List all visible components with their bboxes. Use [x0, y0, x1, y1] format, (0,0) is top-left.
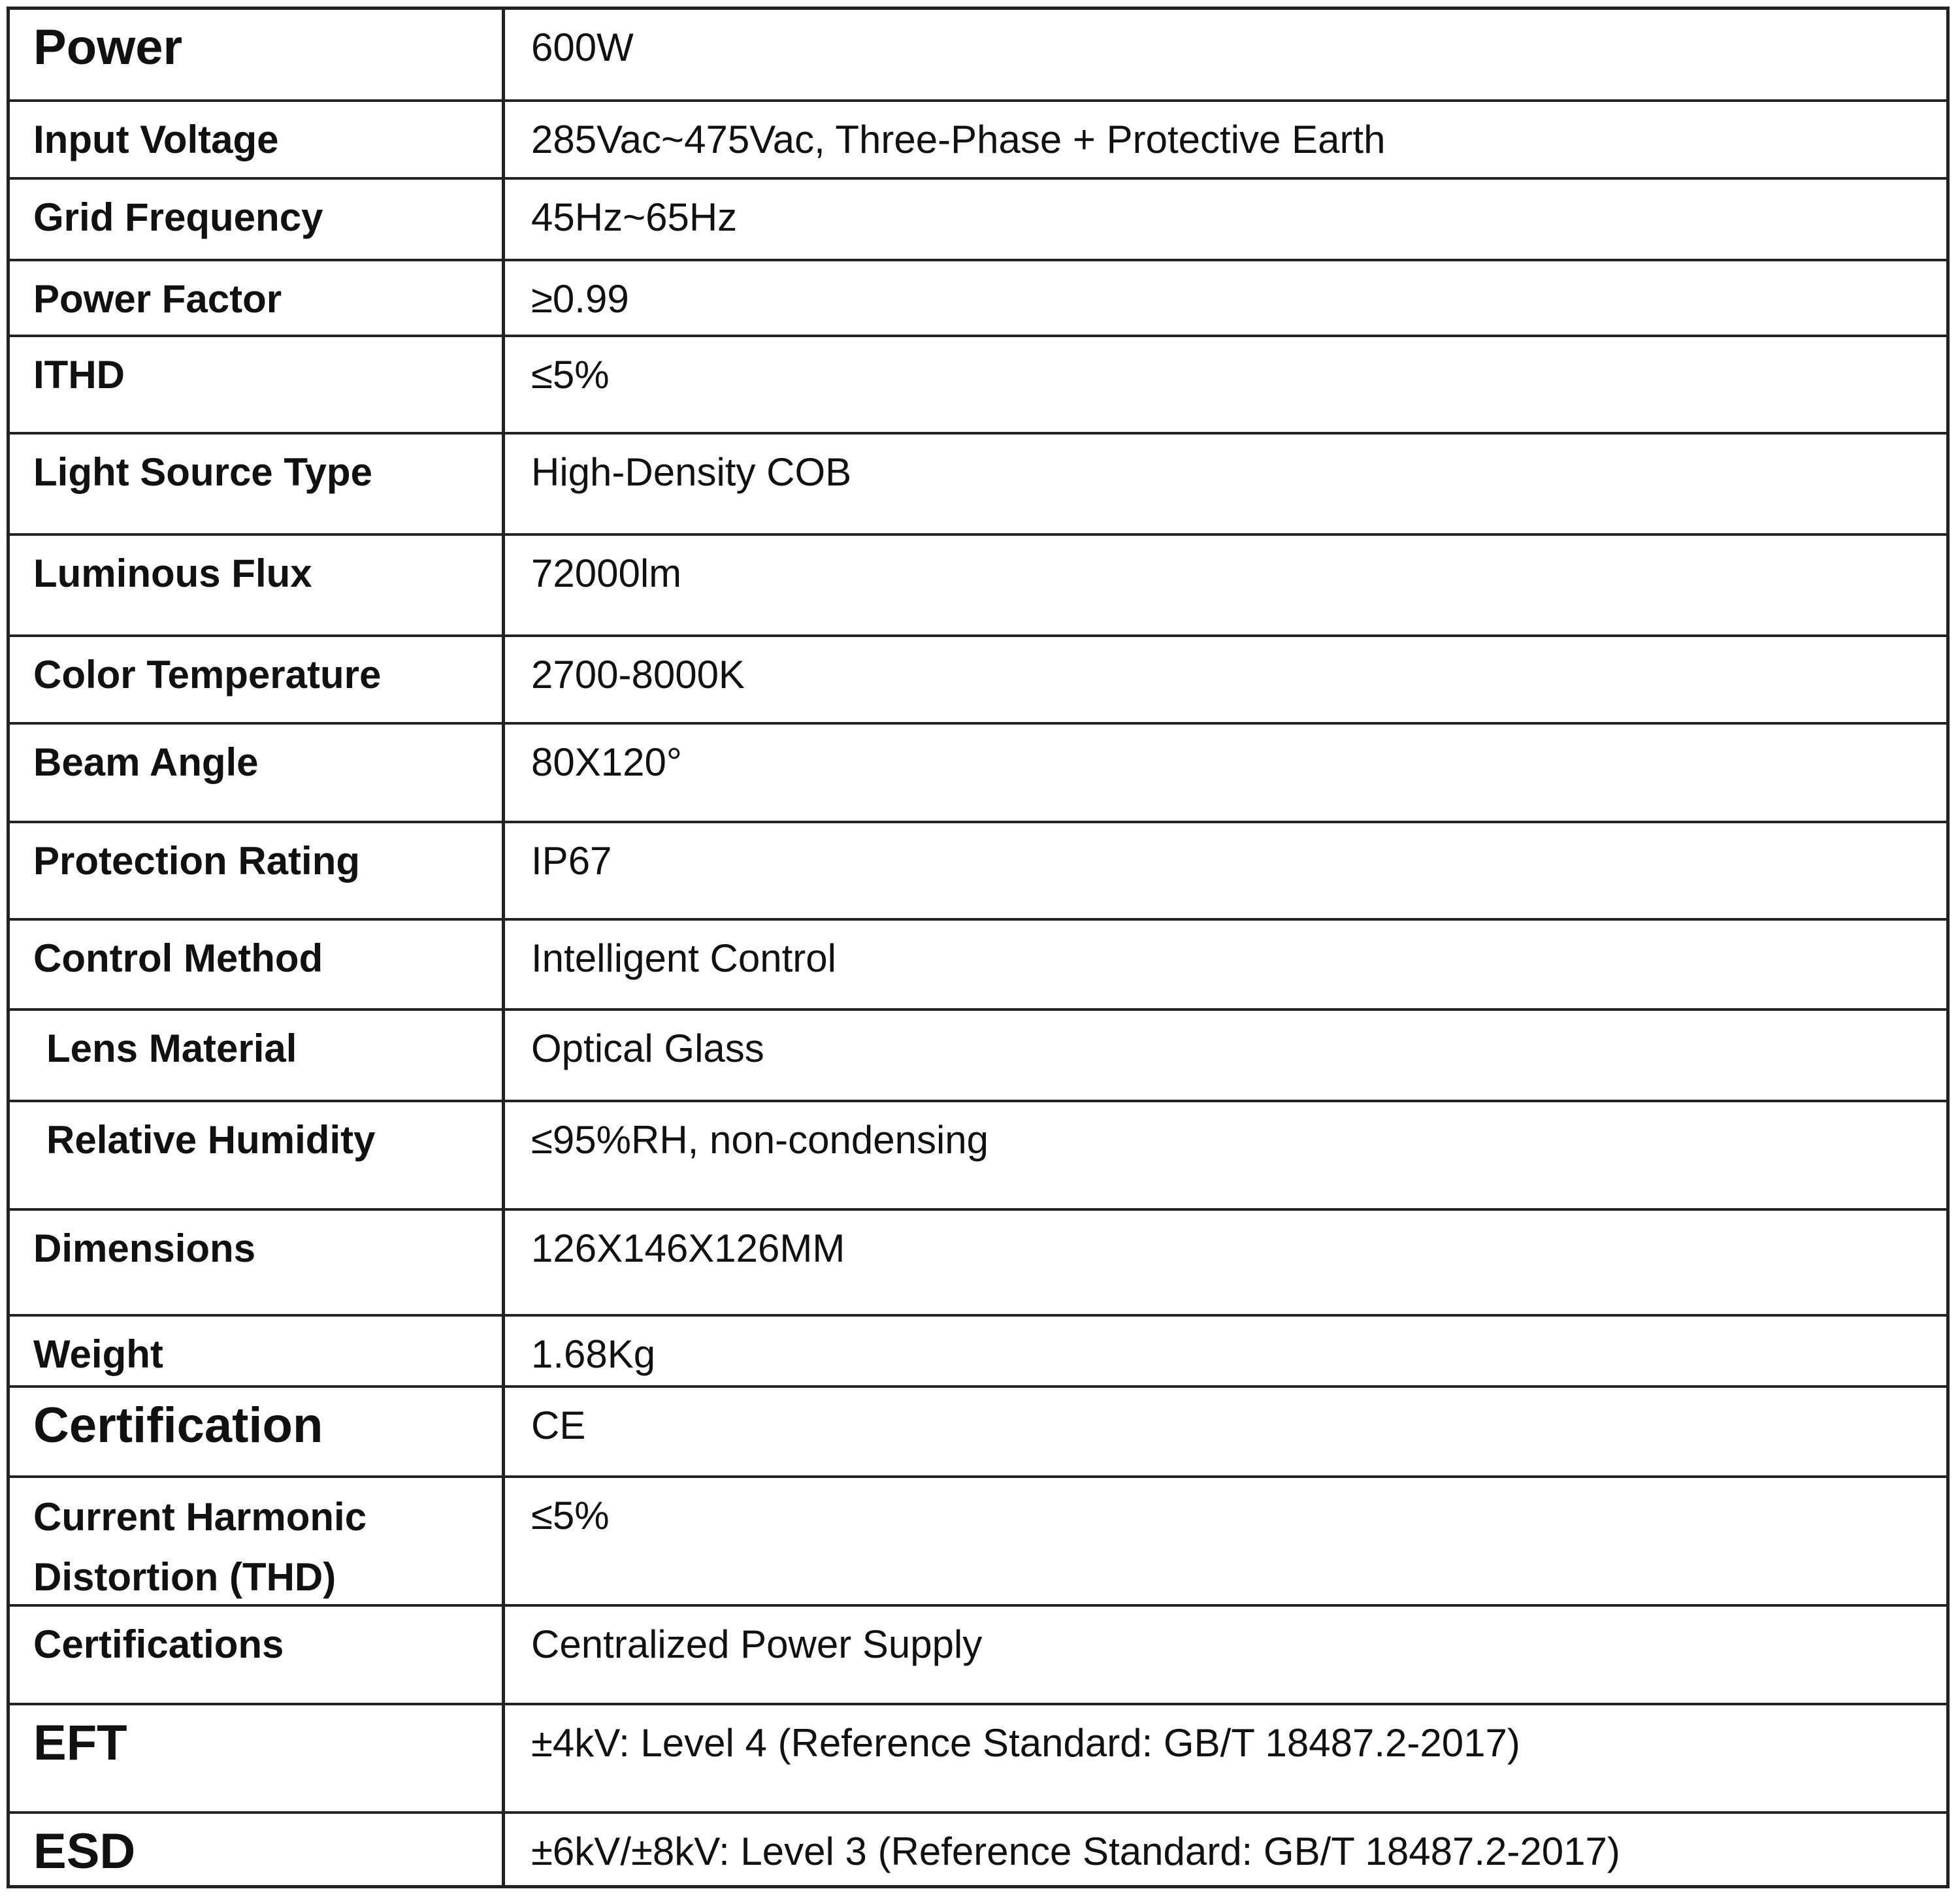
table-row	[10, 435, 1946, 536]
row-label: Light Source Type	[10, 435, 505, 533]
table-row	[10, 1211, 1946, 1317]
row-value: IP67	[531, 839, 612, 883]
row-label: Weight	[10, 1317, 505, 1385]
row-value: ±6kV/±8kV: Level 3 (Reference Standard: GB/T 18487.2-2017)	[531, 1830, 1620, 1873]
row-label: Dimensions	[10, 1211, 505, 1314]
row-value: ≤5%	[531, 1494, 610, 1537]
row-label: Certifications	[10, 1607, 505, 1703]
row-label: Color Temperature	[10, 637, 505, 722]
row-value: 45Hz~65Hz	[531, 195, 738, 239]
table-row	[10, 1011, 1946, 1102]
row-label: Power	[10, 10, 505, 99]
row-value: 600W	[531, 25, 634, 69]
row-label: ITHD	[10, 337, 505, 432]
row-label: EFT	[10, 1705, 505, 1811]
table-row	[10, 1814, 1946, 1885]
row-value: ±4kV: Level 4 (Reference Standard: GB/T 18487.2-2017)	[531, 1721, 1520, 1765]
row-value: CE	[531, 1403, 586, 1447]
row-value: High-Density COB	[531, 450, 852, 494]
row-label: Beam Angle	[10, 725, 505, 821]
row-value: ≤95%RH, non-condensing	[531, 1118, 989, 1162]
spec-table	[7, 7, 1950, 1888]
row-label: Current Harmonic Distortion (THD)	[10, 1478, 505, 1604]
table-row	[10, 1388, 1946, 1478]
row-value: 285Vac~475Vac, Three-Phase + Protective Earth	[531, 118, 1386, 161]
row-value: 2700-8000K	[531, 653, 745, 697]
table-row	[10, 102, 1946, 180]
row-value: 126X146X126MM	[531, 1226, 845, 1270]
table-row	[10, 1705, 1946, 1814]
table-row	[10, 261, 1946, 337]
row-label: Protection Rating	[10, 823, 505, 918]
table-row	[10, 1317, 1946, 1388]
row-value: ≥0.99	[531, 277, 629, 321]
row-label: Certification	[10, 1388, 505, 1475]
row-value: Optical Glass	[531, 1026, 764, 1070]
table-row	[10, 536, 1946, 637]
row-label: Lens Material	[10, 1011, 505, 1100]
row-value: 80X120°	[531, 740, 682, 784]
row-label: Input Voltage	[10, 102, 505, 177]
row-label: Control Method	[10, 921, 505, 1008]
row-label: Luminous Flux	[10, 536, 505, 634]
row-value: 1.68Kg	[531, 1332, 656, 1376]
row-label: Power Factor	[10, 261, 505, 335]
row-label: Grid Frequency	[10, 180, 505, 259]
table-row	[10, 921, 1946, 1011]
row-value: Centralized Power Supply	[531, 1622, 983, 1666]
row-value: 72000lm	[531, 551, 682, 595]
table-row	[10, 10, 1946, 102]
table-row	[10, 725, 1946, 823]
table-row	[10, 337, 1946, 435]
row-label: ESD	[10, 1814, 505, 1885]
table-row	[10, 637, 1946, 725]
table-row	[10, 180, 1946, 261]
row-label: Relative Humidity	[10, 1102, 505, 1208]
table-row	[10, 1102, 1946, 1211]
row-value: ≤5%	[531, 353, 610, 397]
table-row	[10, 1478, 1946, 1607]
row-value: Intelligent Control	[531, 936, 836, 980]
table-row	[10, 1607, 1946, 1705]
table-row	[10, 823, 1946, 921]
